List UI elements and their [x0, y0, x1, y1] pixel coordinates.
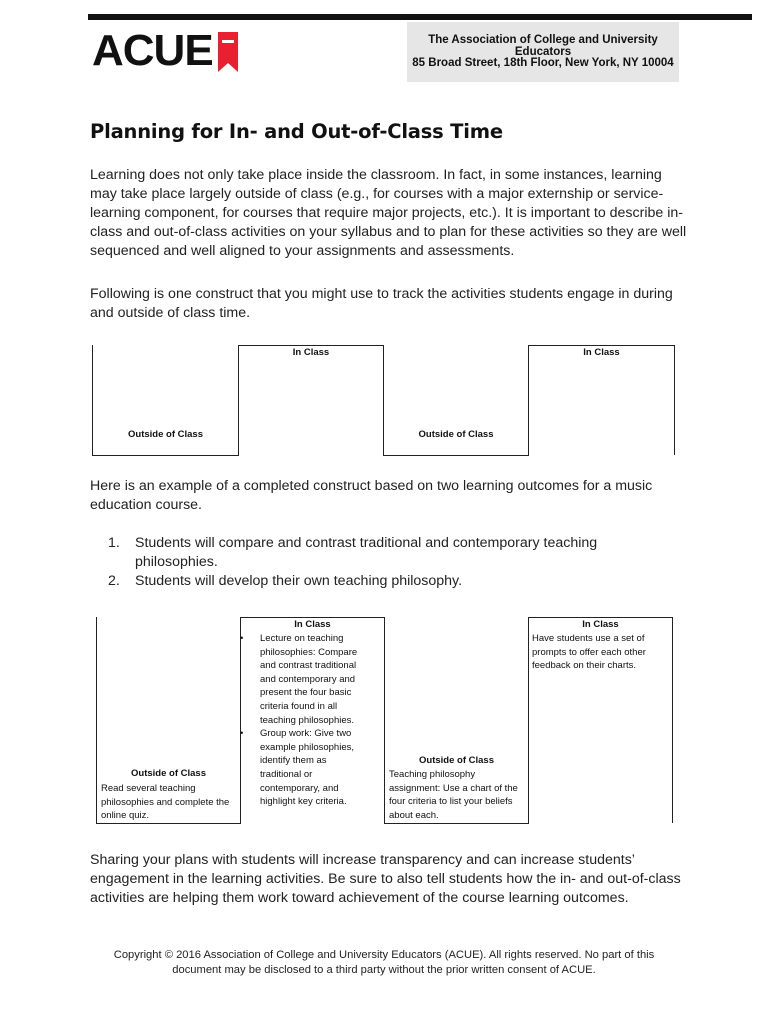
- org-name: The Association of College and University Educators: [428, 34, 658, 58]
- closing-paragraph: Sharing your plans with students will increase transparency and can increase students’ engagement in the learning activities. Be sure to also tell students how the in- and out-of-class activities are helping them work toward achievement of the course learning outcomes.: [90, 852, 681, 906]
- list-item: • Group work: Give two example philosophies, identify them as traditional or contemporary, and highlight key criteria.: [238, 727, 368, 809]
- outside-class-label: Outside of Class: [128, 429, 203, 440]
- outside-class-label: Outside of Class: [418, 429, 494, 440]
- list-number: 2.: [108, 573, 120, 589]
- example-outside-class-cell-2: [384, 617, 529, 823]
- outside-class-label: Outside of Class: [419, 755, 494, 766]
- in-class-label: In Class: [582, 619, 619, 630]
- outside-class-cell-2: [383, 345, 529, 455]
- list-number: 1.: [108, 535, 120, 551]
- outside-class-activity: Read several teaching philosophies and complete the online quiz.: [101, 783, 230, 822]
- construct-intro-paragraph: Following is one construct that you might use to track the activities students engage in during and outside of class time.: [90, 286, 673, 321]
- page-title: Planning for In- and Out-of-Class Time: [90, 120, 503, 143]
- in-class-label: In Class: [583, 347, 620, 358]
- learning-outcomes-list: [108, 534, 668, 591]
- outside-class-label: Outside of Class: [131, 768, 206, 779]
- in-class-label: In Class: [294, 619, 331, 630]
- list-item-text: Students will compare and contrast traditional and contemporary teaching philosophies.: [135, 535, 598, 570]
- in-class-activity: Have students use a set of prompts to offer each other feedback on their charts.: [532, 633, 646, 672]
- outside-class-activity: Teaching philosophy assignment: Use a chart of the four criteria to list your beliefs about each.: [389, 769, 518, 821]
- logo-text: ACUE: [92, 26, 213, 75]
- list-item-text: Students will develop their own teaching philosophy.: [135, 573, 463, 589]
- table-border: [383, 455, 529, 456]
- header-rule: [88, 14, 752, 20]
- acue-logo: [92, 28, 238, 74]
- org-address: 85 Broad Street, 18th Floor, New York, NY 10004: [412, 57, 674, 69]
- table-border: [384, 823, 529, 824]
- in-class-cell-1: [238, 345, 384, 455]
- organization-address-box: [407, 22, 679, 82]
- list-item: [108, 534, 668, 572]
- list-item: • Lecture on teaching philosophies: Compare and contrast traditional and contemporary and present the four basic criteria found in all teaching philosophies.: [238, 632, 368, 727]
- in-class-cell-2: [528, 345, 675, 455]
- table-border: [96, 823, 241, 824]
- intro-paragraph: Learning does not only take place inside the classroom. In fact, in some instances, learning may take place largely outside of class (e.g., for courses with a major externship or service-learning component, for courses that require major projects, etc.). It is important to describe in-class and out-of-class activities on your syllabus and to plan for these activities so they are well sequenced and well aligned to your assignments and assessments.: [90, 167, 687, 259]
- example-in-class-cell-1: [240, 617, 385, 823]
- example-outside-class-cell-1: [96, 617, 241, 823]
- outside-class-cell-1: [92, 345, 239, 455]
- example-intro-paragraph: Here is an example of a completed construct based on two learning outcomes for a music education course.: [90, 478, 653, 513]
- copyright-footer: Copyright © 2016 Association of College and University Educators (ACUE). All rights reserved. No part of this document may be disclosed to a third party without the prior written consent of ACUE.: [113, 949, 655, 976]
- bookmark-flag-icon: [218, 32, 238, 72]
- in-class-label: In Class: [292, 347, 330, 358]
- in-class-activity-list: [238, 632, 368, 809]
- example-in-class-cell-2: [528, 617, 673, 823]
- table-border: [92, 455, 239, 456]
- list-item: [108, 572, 668, 591]
